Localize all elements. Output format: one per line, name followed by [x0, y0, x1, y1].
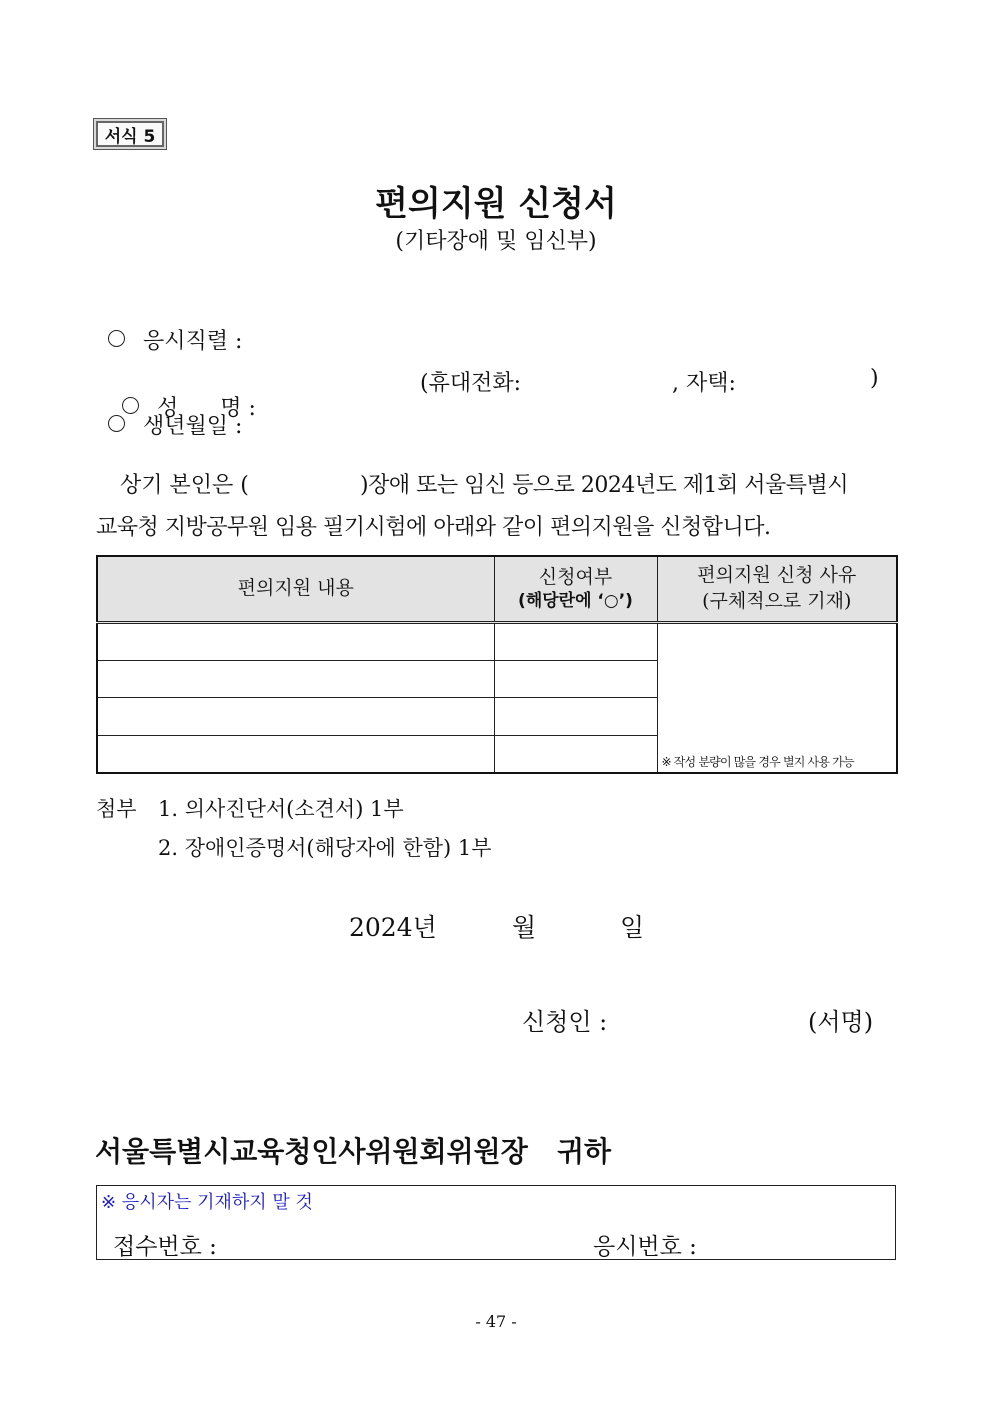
header-support-content-text: 편의지원 내용: [237, 577, 354, 600]
field-home-label: , 자택:: [672, 371, 736, 396]
table-row: [97, 623, 897, 661]
field-birthdate: [108, 409, 242, 440]
office-use-note: ※ 응시자는 기재하지 말 것: [101, 1192, 313, 1213]
attachment-item-2: 2. 장애인증명서(해당자에 한함) 1부: [158, 836, 492, 860]
exam-number-label: 응시번호 :: [593, 1234, 697, 1260]
document-title: 편의지원 신청서: [375, 184, 617, 224]
apply-status-cell[interactable]: [494, 661, 657, 698]
field-birthdate-label: 생년월일 :: [143, 414, 243, 439]
date-year: 2024년: [349, 913, 437, 942]
header-apply-status-line1: 신청여부: [538, 565, 613, 588]
field-exam-position-label: 응시직렬 :: [143, 329, 243, 354]
signature-label: (서명): [808, 1008, 874, 1036]
header-reason-line2: (구체적으로 기재): [702, 590, 852, 612]
header-apply-status-line2: (해당란에 ‘○’): [518, 591, 633, 612]
statement-line1-start: 상기 본인은 (: [120, 473, 249, 498]
office-use-box: [96, 1185, 896, 1260]
form-number-label: [93, 118, 167, 150]
header-apply-status: [494, 556, 657, 623]
page-number: - 47 -: [475, 1312, 517, 1331]
apply-status-cell[interactable]: [494, 735, 657, 773]
header-support-content: [97, 556, 494, 623]
reason-note: ※ 작성 분량이 많을 경우 별지 사용 가능: [661, 755, 854, 769]
reason-cell[interactable]: [657, 623, 897, 774]
statement-line1-end: )장애 또는 임신 등으로 2024년도 제1회 서울특별시: [360, 473, 849, 498]
date-month: 월: [512, 913, 537, 942]
support-content-cell[interactable]: [97, 661, 494, 698]
bullet-circle-icon: [108, 330, 125, 347]
field-mobile-label: (휴대전화:: [420, 371, 522, 396]
statement-line2: 교육청 지방공무원 임용 필기시험에 아래와 같이 편의지원을 신청합니다.: [96, 515, 771, 540]
support-request-table: [96, 555, 898, 774]
field-exam-position: [108, 324, 242, 355]
field-phone-close-paren: ): [870, 366, 879, 391]
date-day: 일: [620, 913, 645, 942]
header-reason: [657, 556, 897, 623]
support-content-cell[interactable]: [97, 735, 494, 773]
document-subtitle: (기타장애 및 임신부): [395, 229, 597, 254]
attachments-label: 첨부: [96, 797, 137, 821]
receipt-number-label: 접수번호 :: [113, 1234, 217, 1260]
applicant-label: 신청인 :: [522, 1008, 608, 1036]
header-reason-line1: 편의지원 신청 사유: [697, 564, 857, 587]
form-number-text: 서식 5: [96, 121, 164, 147]
field-name-label: 성 명 :: [157, 396, 256, 421]
support-content-cell[interactable]: [97, 698, 494, 735]
bullet-circle-icon: [108, 415, 125, 432]
apply-status-cell[interactable]: [494, 623, 657, 661]
attachment-item-1: 1. 의사진단서(소견서) 1부: [158, 797, 404, 821]
support-content-cell[interactable]: [97, 623, 494, 661]
addressee: 서울특별시교육청인사위원회위원장 귀하: [95, 1135, 612, 1168]
apply-status-cell[interactable]: [494, 698, 657, 735]
